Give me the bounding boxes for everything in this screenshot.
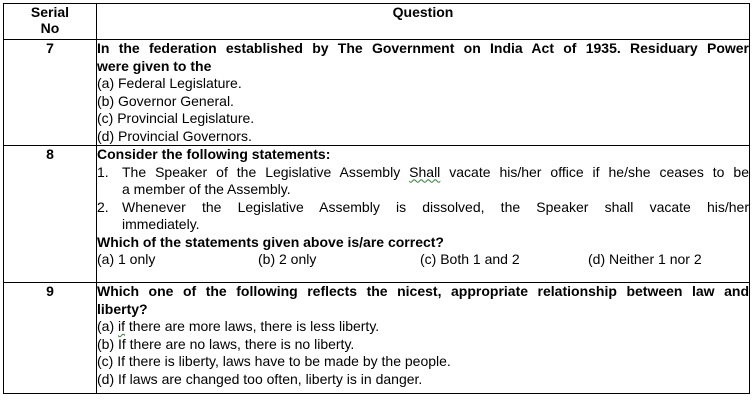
option-a: (a) Federal Legislature. bbox=[97, 75, 242, 91]
question-stem: Consider the following statements: bbox=[97, 146, 331, 162]
statement-number: 1. bbox=[97, 163, 109, 180]
statement-text bbox=[122, 199, 749, 234]
options-row bbox=[97, 251, 749, 269]
serial-number: 7 bbox=[4, 40, 97, 146]
question-stem-line: were given to the bbox=[97, 57, 212, 74]
option-d: (d) Provincial Governors. bbox=[97, 127, 252, 144]
question-prompt: Which of the statements given above is/are correct? bbox=[97, 233, 444, 250]
question-stem-line: liberty? bbox=[97, 300, 148, 317]
question-stem-line: In the federation established by The Government on India Act of 1935. Residuary Power bbox=[97, 40, 749, 56]
spelling-flagged-word: if bbox=[118, 318, 125, 334]
statement-line: a member of the Assembly. bbox=[122, 181, 291, 197]
option-b: (b) Governor General. bbox=[97, 92, 234, 109]
option-text: there are more laws, there is less liberty. bbox=[125, 318, 380, 334]
option-c: (c) If there is liberty, laws have to be made by the people. bbox=[97, 353, 451, 369]
statement-number: 2. bbox=[97, 198, 109, 215]
table-row bbox=[4, 146, 750, 283]
question-stem-line: Which one of the following reflects the nicest, appropriate relationship between law and bbox=[97, 283, 749, 299]
question-cell bbox=[97, 40, 750, 146]
statement-line bbox=[122, 164, 749, 182]
header-serial-line1: Serial bbox=[30, 4, 70, 20]
option-d: (d) Neither 1 nor 2 bbox=[588, 251, 702, 267]
serial-number: 8 bbox=[4, 146, 97, 283]
option-b: (b) If there are no laws, there is no liberty. bbox=[97, 335, 355, 352]
header-serial-line2: No bbox=[40, 20, 60, 36]
statement-1 bbox=[97, 164, 749, 199]
option-prefix: (a) bbox=[97, 318, 118, 334]
table-row bbox=[4, 283, 750, 394]
option-a bbox=[97, 318, 749, 336]
statement-text-part: vacate his/her office if he/she ceases to be bbox=[440, 163, 749, 180]
statement-text bbox=[122, 164, 749, 199]
option-b: (b) 2 only bbox=[258, 251, 317, 267]
option-c: (c) Both 1 and 2 bbox=[420, 251, 520, 267]
header-question: Question bbox=[97, 4, 750, 40]
statement-text-part: The Speaker of the Legislative Assembly bbox=[122, 163, 410, 180]
header-row bbox=[4, 4, 750, 40]
option-d: (d) If laws are changed too often, liberty is in danger. bbox=[97, 370, 423, 387]
statement-line: Whenever the Legislative Assembly is dissolved, the Speaker shall vacate his/her bbox=[122, 198, 749, 215]
option-c: (c) Provincial Legislature. bbox=[97, 110, 255, 126]
header-serial-no bbox=[4, 4, 97, 40]
table-row bbox=[4, 40, 750, 146]
spelling-flagged-word: Shall bbox=[409, 163, 441, 180]
question-table bbox=[3, 3, 750, 394]
statement-2 bbox=[97, 199, 749, 234]
serial-number: 9 bbox=[4, 283, 97, 394]
option-a: (a) 1 only bbox=[97, 251, 156, 267]
question-cell bbox=[97, 283, 750, 394]
question-cell bbox=[97, 146, 750, 283]
statement-line: immediately. bbox=[122, 216, 200, 232]
